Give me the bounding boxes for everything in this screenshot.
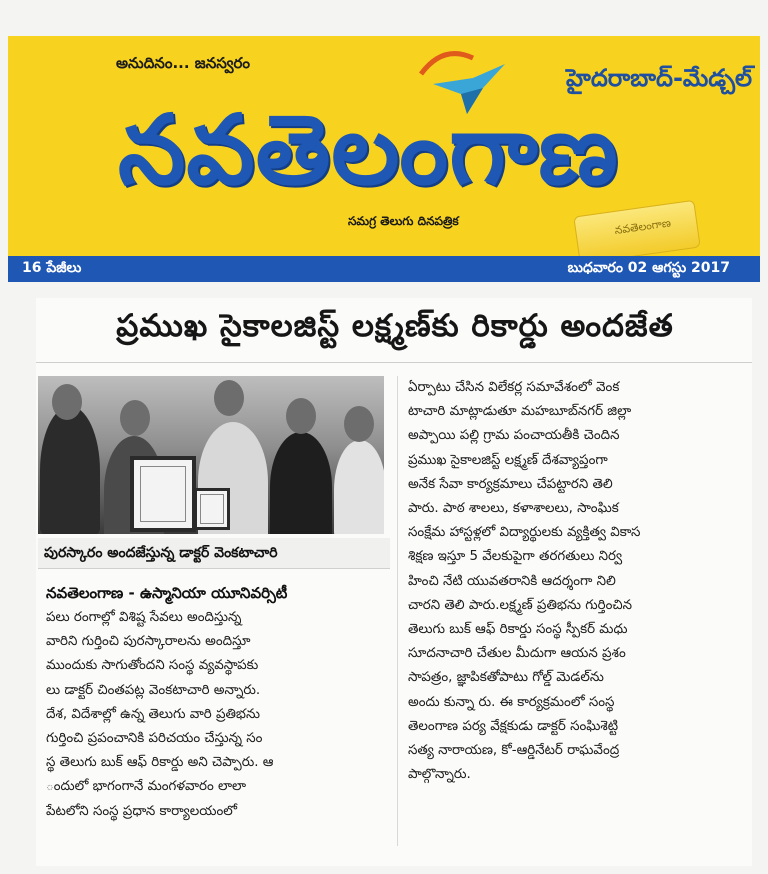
article-line: పారు. పాఠ శాలలు, కళాశాలలు, సాంఘిక	[408, 501, 619, 517]
article-line: అనేక సేవా కార్యక్రమాలు చేపట్టారని తెలి	[408, 476, 613, 492]
article-line: అందు కున్నా రు. ఈ కార్యక్రమంలో సంస్థ	[408, 694, 615, 710]
photo-person	[40, 406, 100, 534]
article-line: టాచారి మాట్లాడుతూ మహబూబ్‌నగర్ జిల్లా	[408, 404, 632, 420]
photo-person-head	[286, 398, 316, 434]
issue-info-bar	[8, 256, 760, 282]
column-divider	[397, 376, 398, 846]
certificate-frame	[130, 456, 196, 532]
article-line: హించి నేటి యువతరానికి ఆదర్శంగా నిలి	[408, 573, 616, 589]
article-line: స్థ తెలుగు బుక్ ఆఫ్ రికార్డు అని చెప్పారు. ఆ	[46, 755, 274, 771]
article-headline: ప్రముఖ సైకాలజిస్ట్ లక్ష్మణ్‌కు రికార్డు అందజేత	[116, 308, 674, 344]
article-column-right	[408, 376, 744, 787]
article-line: లు డాక్టర్ చింతపట్ల వెంకటాచారి అన్నారు.	[46, 682, 261, 698]
article-line: పలు రంగాల్లో విశిష్ట సేవలు అందిస్తున్న	[46, 610, 242, 625]
article-line: శిక్షణ ఇస్తూ 5 వేలకుపైగా తరగతులు నిర్వ	[408, 549, 623, 565]
masthead	[8, 36, 760, 256]
edition-label: హైదరాబాద్-మేడ్చల్	[566, 64, 752, 92]
memento-frame	[194, 488, 230, 530]
article-line: తెలంగాణ పర్య వేక్షకుడు డాక్టర్ సంఘిశెట్టి	[408, 718, 619, 734]
article-line: ందులో భాగంగానే మంగళవారం లాలా	[46, 779, 247, 795]
newspaper-logo: నవతెలంగాణ	[118, 94, 619, 206]
page-count: 16 పేజీలు	[22, 260, 82, 276]
masthead-tagline: అనుదినం... జనస్వరం	[116, 54, 250, 72]
photo-person-head	[214, 380, 244, 416]
article-line: అప్పాయి పల్లి గ్రామ పంచాయతీకి చెందిన	[408, 428, 620, 444]
article-line: పేటలోని సంస్థ ప్రధాన కార్యాలయంలో	[46, 803, 238, 819]
article-line: ఏర్పాటు చేసిన విలేకర్ల సమావేశంలో వెంక	[408, 380, 620, 395]
newspaper-roll-text: నవతెలంగాణ	[613, 216, 672, 238]
headline-divider	[36, 362, 752, 363]
article-line: చారని తెలి పారు.లక్ష్మణ్ ప్రతిభను గుర్తించిన	[408, 597, 633, 613]
issue-date: బుధవారం 02 ఆగస్టు 2017	[567, 260, 730, 276]
article-column-left	[46, 606, 386, 824]
article-line: దేశ, విదేశాల్లో ఉన్న తెలుగు వారి ప్రతిభను	[46, 706, 261, 722]
photo-person-head	[52, 384, 82, 420]
photo-person	[270, 432, 332, 534]
article-line: ప్రముఖ సైకాలజిస్ట్ లక్ష్మణ్ దేశవ్యాప్తంగా	[408, 452, 608, 468]
award-photo	[38, 376, 384, 534]
article-line: సాపత్రం, జ్ఞాపికతోపాటు గోల్డ్ మెడల్‌ను	[408, 670, 604, 686]
news-article	[36, 298, 752, 866]
article-line: సంక్షేమ హాస్టళ్లలో విద్యార్థులకు వ్యక్తిత్వ వికాస	[408, 525, 641, 541]
article-line: సత్య నారాయణ, కో-ఆర్డినేటర్ రాఘవేంద్ర	[408, 743, 620, 759]
article-line: ముందుకు సాగుతోందని సంస్థ వ్యవస్థాపకు	[46, 658, 259, 674]
photo-person	[334, 440, 384, 534]
photo-person-head	[344, 406, 374, 442]
article-line: పాల్గొన్నారు.	[408, 767, 471, 783]
article-dateline: నవతెలంగాణ - ఉస్మానియా యూనివర్సిటీ	[46, 584, 288, 602]
photo-caption: పురస్కారం అందజేస్తున్న డాక్టర్ వెంకటాచారి	[38, 538, 390, 569]
newspaper-roll-icon	[573, 200, 700, 265]
article-line: వారిని గుర్తించి పురస్కారాలను అందిస్తూ	[46, 634, 251, 650]
article-line: తెలుగు బుక్ ఆఫ్ రికార్డు సంస్థ స్పీకర్ మధు	[408, 622, 628, 638]
masthead-subtitle: సమగ్ర తెలుగు దినపత్రిక	[348, 214, 459, 228]
article-line: గుర్తించి ప్రపంచానికి పరిచయం చేస్తున్న సం	[46, 731, 263, 747]
photo-person-head	[120, 400, 150, 436]
article-line: సూదనాచారి చేతుల మీదుగా ఆయన ప్రశం	[408, 646, 626, 662]
